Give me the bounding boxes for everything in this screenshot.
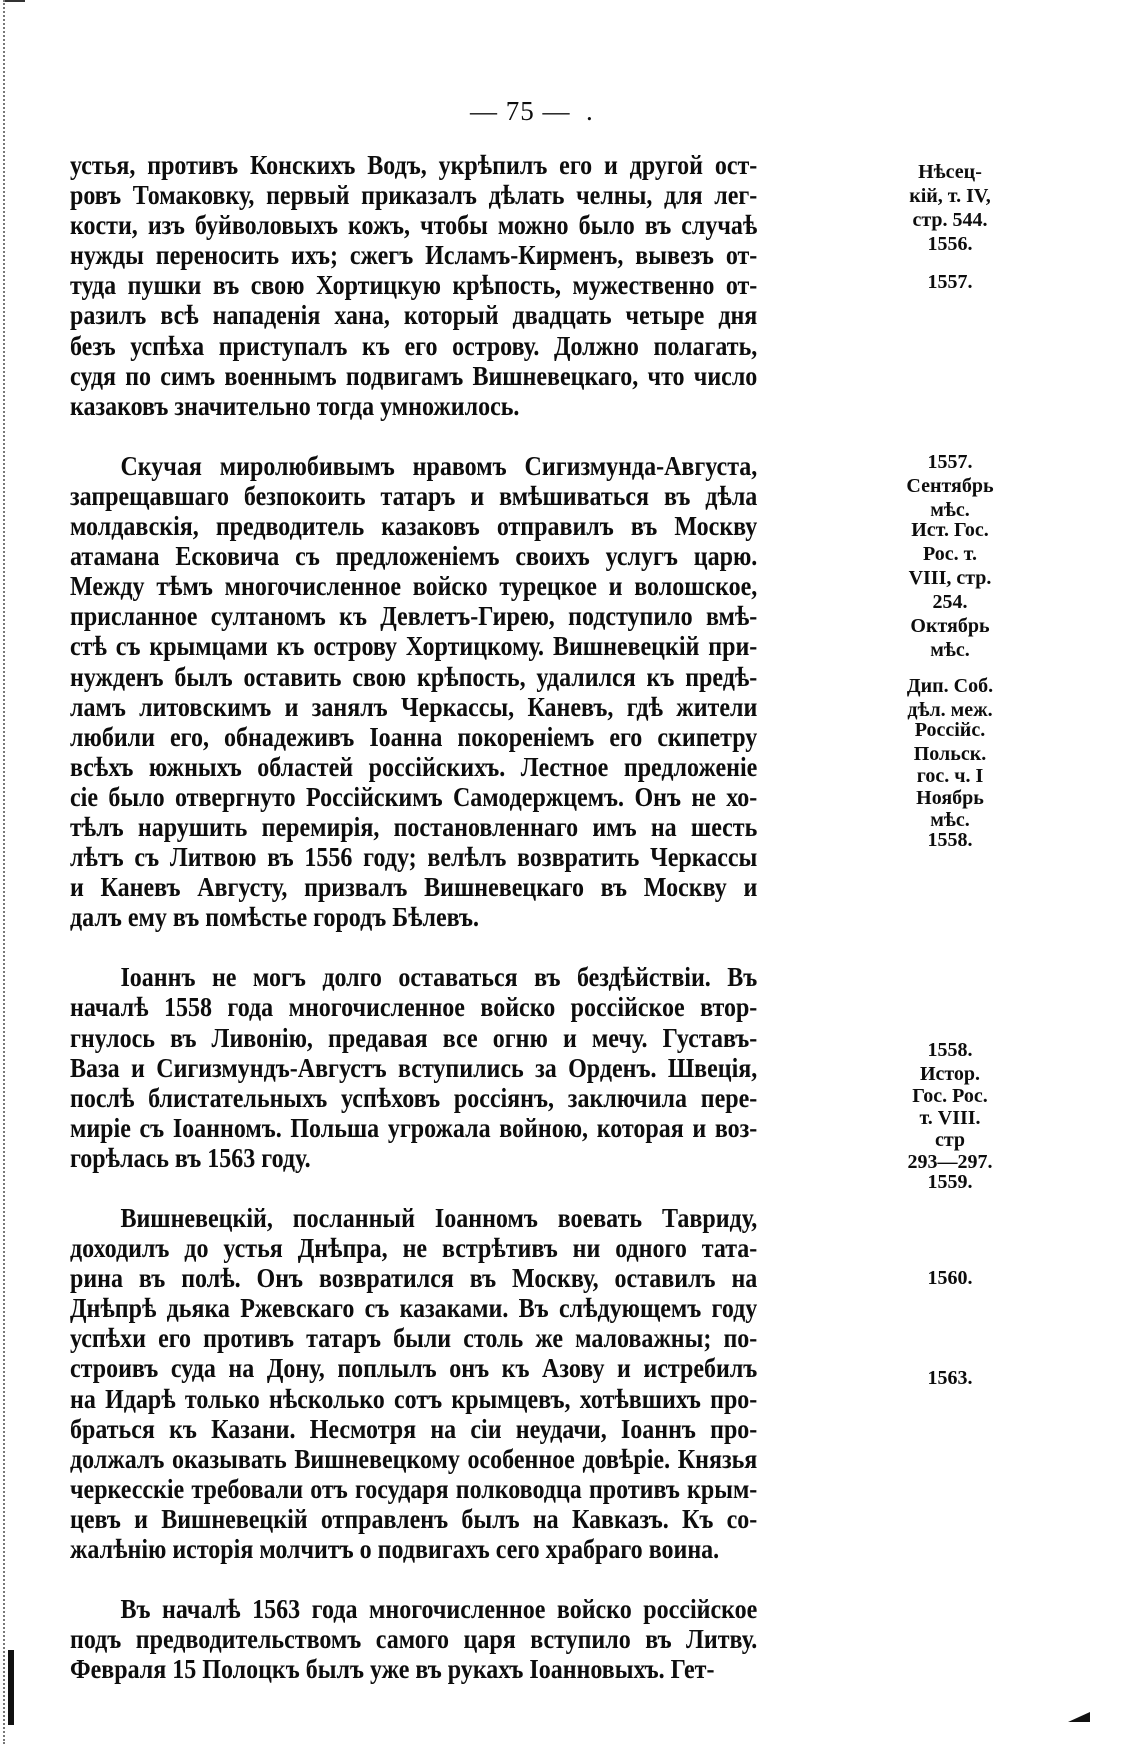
margin-note: дѣл. меж. [907,699,993,721]
text-line: цевъ и Вишневецкій отправленъ былъ на Кавказъ. Къ со- [70,1502,758,1534]
margin-note: стр. 544. [912,209,988,231]
text-line: ровъ Томаковку, первый приказалъ дѣлать челны, для лег- [70,179,758,211]
text-line: строивъ суда на Дону, поплылъ онъ къ Азову и истребилъ [70,1352,758,1384]
margin-note: 1556. [927,233,973,255]
scan-corner-mark [3,0,25,7]
paragraph [70,1203,757,1564]
text-line: запрещавшаго безпокоить татаръ и вмѣшиваться въ дѣла [70,479,758,511]
margin-note: Нѣсец- [918,161,982,183]
text-line: далъ ему въ помѣстье городъ Бѣлевъ. [70,901,480,933]
scan-left-edge [3,0,5,1744]
margin-note: 293—297. [907,1151,993,1173]
text-line: жалѣнію исторія молчитъ о подвигахъ сего храбраго воина. [70,1533,720,1565]
text-line: Между тѣмъ многочисленное войско турецкое и волошское, [70,570,758,602]
margin-note: 1557. [927,451,973,473]
text-line: послѣ блистательныхъ успѣховъ россіянъ, заключила пере- [70,1081,758,1113]
scan-bottom-right-mark [1068,1712,1090,1722]
text-line: черкесскіе требовали отъ государя полководца противъ крым- [70,1472,758,1504]
margin-note: Ист. Гос. [911,519,989,541]
margin-note: мѣс. [930,639,970,661]
paragraph [70,962,757,1173]
text-line: должалъ оказывать Вишневецкому особенное довѣріе. Князья [70,1442,758,1474]
text-line: подъ предводительствомъ самого царя вступило въ Литву. [70,1623,758,1655]
text-line: молдавскія, предводитель казаковъ отправилъ въ Москву [70,510,758,542]
text-line: кости, изъ буйволовыхъ кожъ, чтобы можно было въ случаѣ [70,209,758,241]
margin-note: стр [934,1129,966,1151]
text-line: устья, противъ Конскихъ Водъ, укрѣпилъ его и другой ост- [70,149,758,180]
text-line: браться къ Казани. Несмотря на сіи неудачи, Іоаннъ про- [70,1412,758,1444]
margin-note: VIII, стр. [908,567,992,589]
text-line: всѣхъ южныхъ областей россійскихъ. Лестное предложеніе [70,750,758,782]
text-line: атамана Есковича съ предложеніемъ своихъ услугъ царю. [70,540,758,572]
text-line: Февраля 15 Полоцкъ былъ уже въ рукахъ Іоанновыхъ. Гет- [70,1653,715,1685]
text-line: доходилъ до устья Днѣпра, не встрѣтивъ ни одного тата- [70,1232,758,1264]
margin-note: Польск. [913,743,987,765]
text-line: гнулось въ Ливонію, предавая все огню и мечу. Густавъ- [70,1021,758,1053]
text-line: нужды переносить ихъ; сжегъ Исламъ-Кирменъ, вывезъ от- [70,239,758,271]
margin-note: Рос. т. [923,543,977,565]
margin-note: Ноябрь [916,787,984,809]
margin-note: Октябрь [910,615,990,637]
paragraph [70,451,757,933]
text-line: казаковъ значительно тогда умножилось. [70,389,520,421]
margin-note: Сентябрь [906,475,994,497]
margin-note: гос. ч. I [916,765,984,787]
scan-bottom-left-mark [8,1650,14,1725]
margin-note: 1559. [927,1171,973,1193]
page-number: — 75 — . [470,96,594,126]
margin-note: Россійс. [914,719,986,741]
text-line: Скучая миролюбивымъ нравомъ Сигизмунда-Августа, [120,449,758,481]
text-line: Іоаннъ не могъ долго оставаться въ бездѣйствіи. Въ [120,961,758,993]
text-line: успѣхи его противъ татаръ были столь же маловажны; по- [70,1322,758,1354]
margin-note: 1560. [927,1267,973,1289]
margin-note: 1558. [927,1039,973,1061]
text-line: Днѣпрѣ дьяка Ржевскаго съ казаками. Въ слѣдующемъ году [70,1292,758,1324]
margin-note: Гос. Рос. [912,1085,988,1107]
text-line: лѣтъ съ Литвою въ 1556 году; велѣлъ возвратить Черкассы [70,841,758,873]
text-line: ламъ литовскимъ и занялъ Черкассы, Каневъ, гдѣ жители [70,690,758,722]
paragraph [70,150,757,421]
margin-note: 1558. [927,829,973,851]
text-line: безъ успѣха приступалъ къ его острову. Должно полагать, [70,329,758,361]
text-line: присланное султаномъ къ Девлетъ-Гирею, подступило вмѣ- [70,600,758,632]
margin-note: т. VIII. [919,1107,981,1129]
text-line: Въ началѣ 1563 года многочисленное войско россійское [120,1593,758,1625]
margin-note: мѣс. [930,499,970,521]
text-line: судя по симъ военнымъ подвигамъ Вишневецкаго, что число [70,359,758,391]
margin-note: 1563. [927,1367,973,1389]
main-text-column [70,150,757,1684]
text-line: Ваза и Сигизмундъ-Августъ вступились за Орденъ. Швеція, [70,1051,758,1083]
text-line: нужденъ былъ оставить свою крѣпость, удалился къ предѣ- [70,660,758,692]
text-line: сіе было отвергнуто Россійскимъ Самодержцемъ. Онъ не хо- [70,780,758,812]
text-line: Вишневецкій, посланный Іоанномъ воевать Тавриду, [120,1202,758,1233]
text-line: и Каневъ Августу, призвалъ Вишневецкаго въ Москву и [70,871,758,903]
text-line: миріе съ Іоанномъ. Польша угрожала войною, которая и воз- [70,1111,758,1143]
margin-note: 254. [932,591,968,613]
text-line: любили его, обнадеживъ Іоанна покореніемъ его скипетру [70,720,758,752]
margin-note: кій, т. IV, [909,185,991,207]
text-line: стѣ съ крымцами къ острову Хортицкому. Вишневецкій при- [70,630,758,662]
text-line: на Идарѣ только нѣсколько сотъ крымцевъ, хотѣвшихъ про- [70,1382,758,1414]
text-line: горѣлась въ 1563 году. [70,1141,311,1173]
margin-note: Дип. Соб. [906,675,994,697]
margin-note: 1557. [927,271,973,293]
margin-note: Истор. [919,1063,981,1085]
paragraph [70,1594,757,1684]
text-line: тѣлъ нарушить перемирія, постановленнаго имъ на шесть [70,810,758,842]
text-line: рина въ полѣ. Онъ возвратился въ Москву, оставилъ на [70,1262,758,1294]
text-line: туда пушки въ свою Хортицкую крѣпость, мужественно от- [70,269,758,301]
text-line: началѣ 1558 года многочисленное войско россійское втор- [70,991,758,1023]
text-line: разилъ всѣ нападенія хана, который двадцать четыре дня [70,299,758,331]
margin-note: мѣс. [930,809,970,831]
